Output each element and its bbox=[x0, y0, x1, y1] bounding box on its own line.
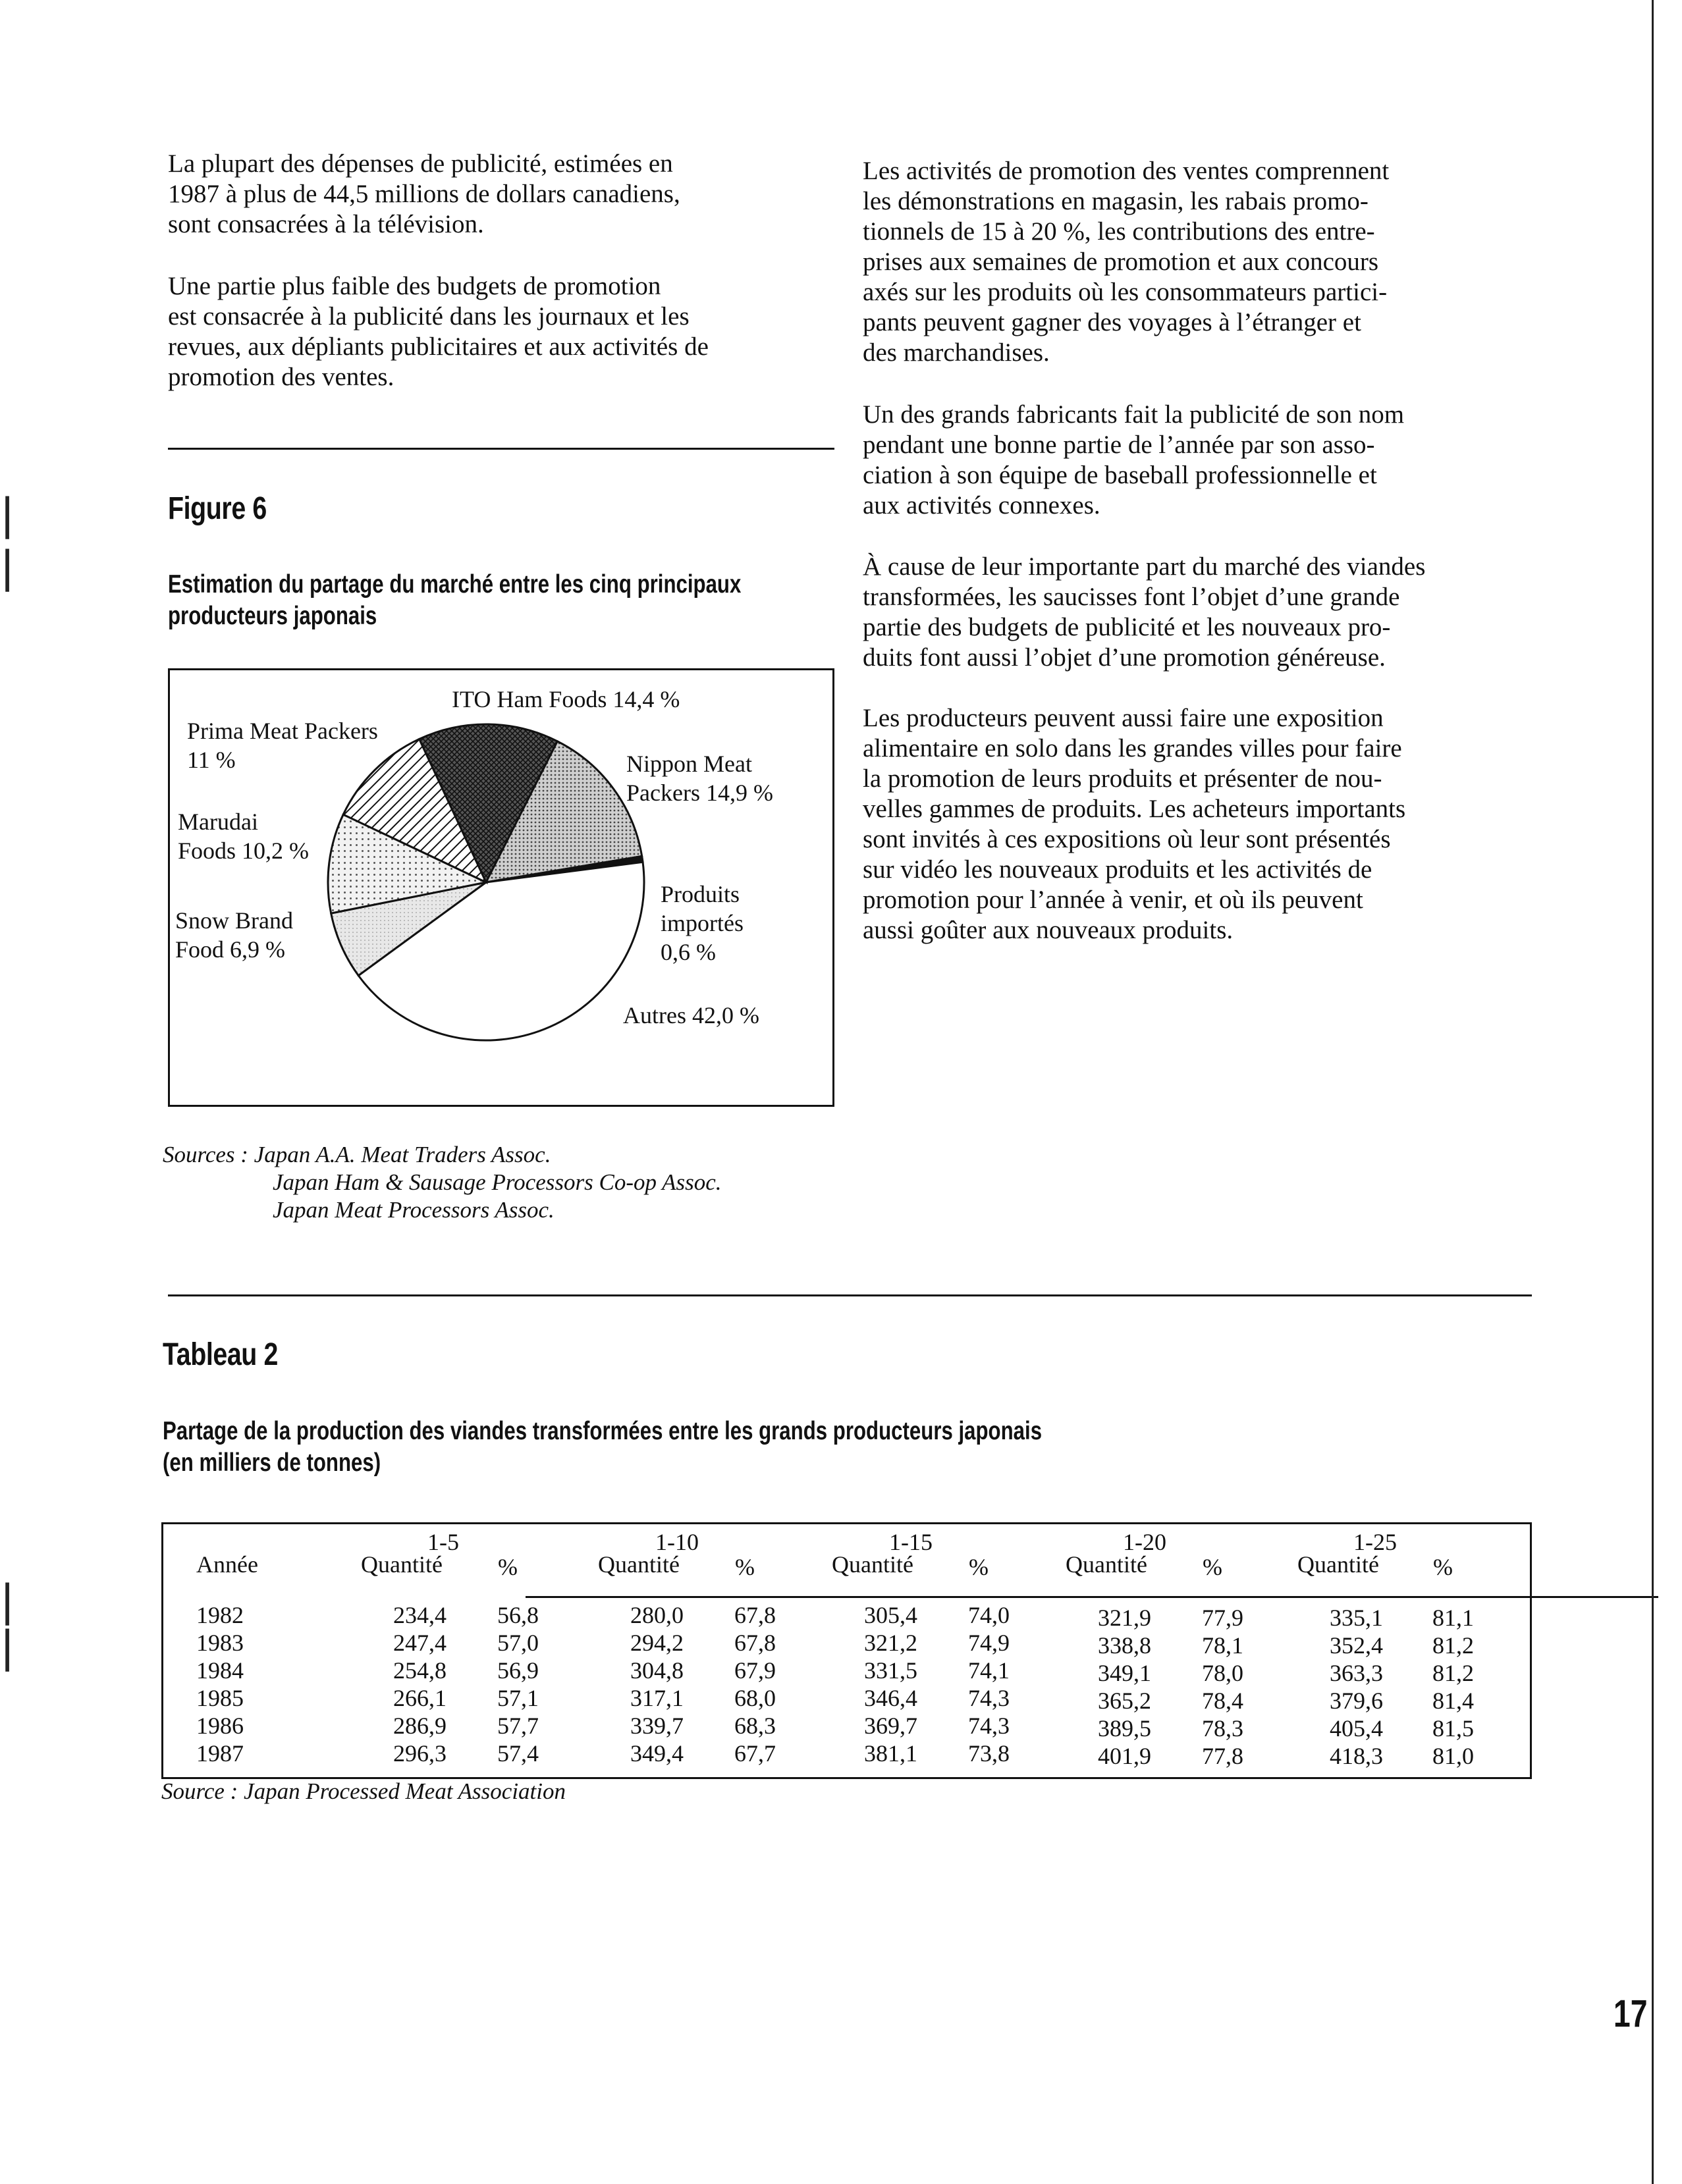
page-number: 17 bbox=[1614, 1992, 1648, 2035]
pie-label-ito-ham: ITO Ham Foods 14,4 % bbox=[452, 686, 680, 712]
quantity-cell: 321,9 bbox=[1098, 1605, 1151, 1631]
quantity-cell: 286,9 bbox=[393, 1713, 447, 1739]
left-paragraph-1: La plupart des dépenses de publicité, estimées en 1987 à plus de 44,5 millions de dollars canadiens, sont consacrées à la télévision. bbox=[168, 149, 680, 238]
right-paragraph-1: Les activités de promotion des ventes comprennent les démonstrations en magasin, les rabais promo- tionnels de 15 à 20 %, les contributions des entre- prises aux semaines de promotion et aux concours axés sur les produits où les consommateurs partici- pants peuvent gagner des voyages à l’étranger et des marchandises. bbox=[863, 157, 1390, 367]
percent-header: % bbox=[498, 1554, 518, 1580]
percent-cell: 74,0 bbox=[968, 1602, 1010, 1628]
quantity-cell: 401,9 bbox=[1098, 1743, 1151, 1769]
table-year-cell: 1983 bbox=[196, 1630, 244, 1656]
table-year-cell: 1986 bbox=[196, 1713, 244, 1739]
quantity-cell: 346,4 bbox=[864, 1685, 917, 1711]
quantity-cell: 304,8 bbox=[630, 1657, 684, 1684]
group-header: 1-5 bbox=[427, 1529, 459, 1555]
quantity-header: Quantité bbox=[1066, 1551, 1147, 1578]
table-year-cell: 1987 bbox=[196, 1740, 244, 1767]
quantity-cell: 339,7 bbox=[630, 1713, 684, 1739]
group-header: 1-15 bbox=[889, 1529, 933, 1555]
quantity-cell: 335,1 bbox=[1330, 1605, 1383, 1631]
quantity-cell: 369,7 bbox=[864, 1713, 917, 1739]
percent-cell: 81,1 bbox=[1432, 1605, 1474, 1631]
right-paragraph-3: À cause de leur importante part du marché des viandes transformées, les saucisses font l’objet d’une grande partie des budgets de publicité et les nouveaux pro- duits font aussi l’objet d’une promotion généreuse. bbox=[863, 552, 1426, 672]
pie-label-autres: Autres 42,0 % bbox=[623, 1002, 759, 1028]
quantity-cell: 389,5 bbox=[1098, 1715, 1151, 1742]
quantity-cell: 294,2 bbox=[630, 1630, 684, 1656]
production-table bbox=[161, 1522, 1532, 1779]
table-source: Source : Japan Processed Meat Association bbox=[161, 1778, 566, 1804]
quantity-cell: 266,1 bbox=[393, 1685, 447, 1711]
percent-cell: 68,0 bbox=[734, 1685, 776, 1711]
percent-cell: 74,9 bbox=[968, 1630, 1010, 1656]
percent-cell: 67,7 bbox=[734, 1740, 776, 1767]
pie-label-marudai: Marudai Foods 10,2 % bbox=[178, 809, 310, 864]
figure-title: Estimation du partage du marché entre les cinq principaux producteurs japonais bbox=[168, 570, 742, 630]
figure-label: Figure 6 bbox=[168, 491, 267, 526]
quantity-cell: 352,4 bbox=[1330, 1632, 1383, 1659]
percent-cell: 57,7 bbox=[497, 1713, 539, 1739]
figure-sources: Sources : Japan A.A. Meat Traders Assoc. Japan Ham & Sausage Processors Co-op Assoc. Japan Meat Processors Assoc. bbox=[163, 1142, 722, 1223]
binding-mark: | bbox=[1, 488, 14, 539]
right-paragraph-4: Les producteurs peuvent aussi faire une exposition alimentaire en solo dans les grandes villes pour faire la promotion de leurs produits et présenter de nou- velles gammes de produits. Les acheteurs importants sont invités à ces expositions où leur sont présentés sur vidéo les nouveaux produits et les activités de promotion pour l’année à venir, et où ils peuvent aussi goûter aux nouveaux produits. bbox=[863, 704, 1406, 944]
percent-cell: 78,4 bbox=[1202, 1688, 1243, 1714]
quantity-cell: 338,8 bbox=[1098, 1632, 1151, 1659]
quantity-cell: 405,4 bbox=[1330, 1715, 1383, 1742]
percent-header: % bbox=[1433, 1554, 1453, 1580]
percent-cell: 56,8 bbox=[497, 1602, 539, 1628]
table-header-rule bbox=[526, 1596, 1658, 1598]
percent-cell: 68,3 bbox=[734, 1713, 776, 1739]
percent-cell: 74,1 bbox=[968, 1657, 1010, 1684]
pie-label-nippon-meat: Nippon Meat Packers 14,9 % bbox=[626, 751, 773, 806]
table-top-rule bbox=[168, 1294, 1532, 1296]
percent-cell: 57,4 bbox=[497, 1740, 539, 1767]
percent-cell: 56,9 bbox=[497, 1657, 539, 1684]
quantity-cell: 349,4 bbox=[630, 1740, 684, 1767]
percent-header: % bbox=[969, 1554, 989, 1580]
pie-label-produits-importes: Produits importés 0,6 % bbox=[661, 881, 744, 965]
percent-cell: 77,8 bbox=[1202, 1743, 1243, 1769]
quantity-header: Quantité bbox=[598, 1551, 680, 1578]
quantity-cell: 418,3 bbox=[1330, 1743, 1383, 1769]
percent-cell: 67,9 bbox=[734, 1657, 776, 1684]
binding-mark: | bbox=[1, 1620, 14, 1672]
group-header: 1-25 bbox=[1353, 1529, 1397, 1555]
group-header: 1-20 bbox=[1123, 1529, 1166, 1555]
percent-cell: 81,4 bbox=[1432, 1688, 1474, 1714]
quantity-cell: 321,2 bbox=[864, 1630, 917, 1656]
year-header: Année bbox=[196, 1551, 258, 1578]
percent-cell: 78,3 bbox=[1202, 1715, 1243, 1742]
percent-cell: 74,3 bbox=[968, 1713, 1010, 1739]
quantity-header: Quantité bbox=[361, 1551, 443, 1578]
percent-cell: 57,1 bbox=[497, 1685, 539, 1711]
quantity-cell: 305,4 bbox=[864, 1602, 917, 1628]
percent-cell: 81,2 bbox=[1432, 1632, 1474, 1659]
pie-label-snow-brand: Snow Brand Food 6,9 % bbox=[175, 907, 293, 963]
binding-mark: | bbox=[1, 1574, 14, 1626]
quantity-cell: 280,0 bbox=[630, 1602, 684, 1628]
percent-cell: 67,8 bbox=[734, 1630, 776, 1656]
percent-cell: 67,8 bbox=[734, 1602, 776, 1628]
pie-label-prima-meat: Prima Meat Packers 11 % bbox=[187, 718, 378, 773]
right-paragraph-2: Un des grands fabricants fait la publicité de son nom pendant une bonne partie de l’année par son asso- ciation à son équipe de baseball professionnelle et aux activités connexes. bbox=[863, 400, 1405, 519]
percent-header: % bbox=[735, 1554, 755, 1580]
quantity-header: Quantité bbox=[832, 1551, 913, 1578]
percent-cell: 57,0 bbox=[497, 1630, 539, 1656]
pie-chart-frame bbox=[168, 668, 834, 1107]
quantity-cell: 363,3 bbox=[1330, 1660, 1383, 1686]
page-edge-line bbox=[1652, 0, 1654, 2184]
binding-mark: | bbox=[1, 541, 14, 592]
quantity-cell: 331,5 bbox=[864, 1657, 917, 1684]
percent-header: % bbox=[1203, 1554, 1222, 1580]
left-paragraph-2: Une partie plus faible des budgets de promotion est consacrée à la publicité dans les journaux et les revues, aux dépliants publicitaires et aux activités de promotion des ventes. bbox=[168, 272, 709, 391]
percent-cell: 81,2 bbox=[1432, 1660, 1474, 1686]
quantity-cell: 381,1 bbox=[864, 1740, 917, 1767]
quantity-cell: 365,2 bbox=[1098, 1688, 1151, 1714]
quantity-cell: 317,1 bbox=[630, 1685, 684, 1711]
table-year-cell: 1982 bbox=[196, 1602, 244, 1628]
percent-cell: 74,3 bbox=[968, 1685, 1010, 1711]
quantity-cell: 349,1 bbox=[1098, 1660, 1151, 1686]
table-year-cell: 1984 bbox=[196, 1657, 244, 1684]
figure-top-rule bbox=[168, 448, 834, 450]
percent-cell: 81,0 bbox=[1432, 1743, 1474, 1769]
quantity-header: Quantité bbox=[1297, 1551, 1379, 1578]
quantity-cell: 254,8 bbox=[393, 1657, 447, 1684]
quantity-cell: 379,6 bbox=[1330, 1688, 1383, 1714]
quantity-cell: 234,4 bbox=[393, 1602, 447, 1628]
quantity-cell: 296,3 bbox=[393, 1740, 447, 1767]
percent-cell: 77,9 bbox=[1202, 1605, 1243, 1631]
group-header: 1-10 bbox=[655, 1529, 699, 1555]
table-year-cell: 1985 bbox=[196, 1685, 244, 1711]
percent-cell: 81,5 bbox=[1432, 1715, 1474, 1742]
percent-cell: 73,8 bbox=[968, 1740, 1010, 1767]
table-label: Tableau 2 bbox=[163, 1337, 278, 1372]
percent-cell: 78,1 bbox=[1202, 1632, 1243, 1659]
percent-cell: 78,0 bbox=[1202, 1660, 1243, 1686]
quantity-cell: 247,4 bbox=[393, 1630, 447, 1656]
table-title: Partage de la production des viandes transformées entre les grands producteurs japonais (en milliers de tonnes) bbox=[163, 1417, 1043, 1477]
